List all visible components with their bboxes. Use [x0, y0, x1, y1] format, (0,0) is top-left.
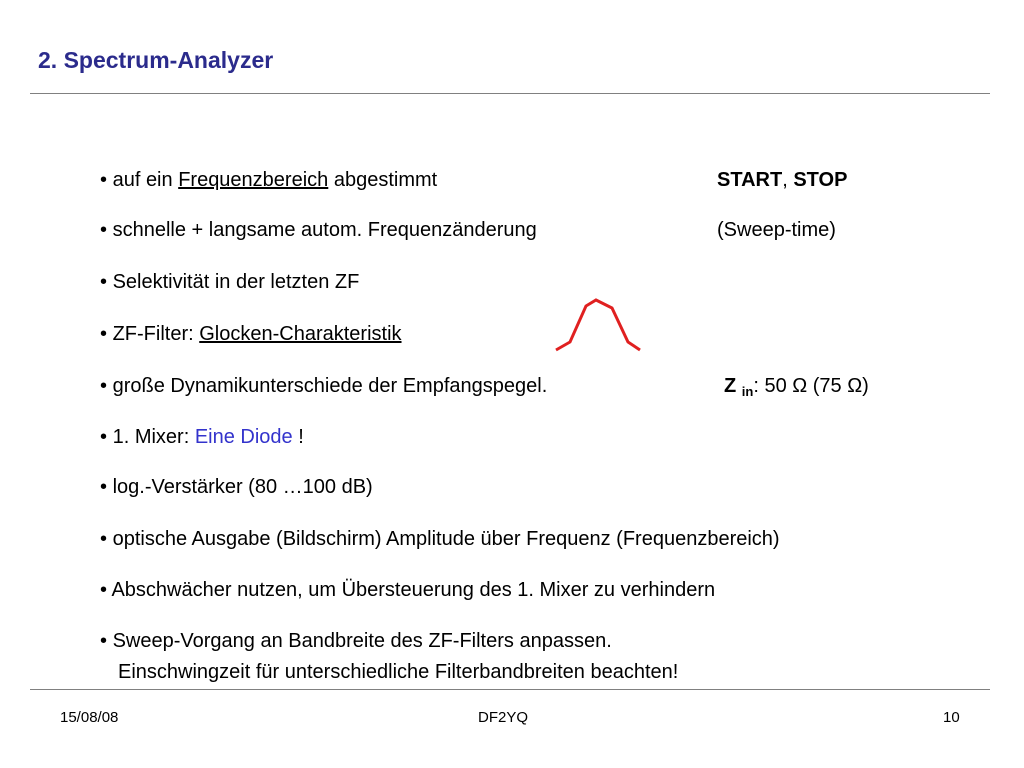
slide-title: 2. Spectrum-Analyzer	[38, 47, 274, 73]
bullet-frequenzbereich	[100, 168, 437, 192]
bullet-abschwaecher	[100, 578, 715, 602]
bullet-dynamik	[100, 374, 547, 398]
bullet-text: Selektivität in der letzten ZF	[112, 271, 360, 293]
header-divider	[30, 93, 990, 94]
start-label: START	[717, 169, 783, 191]
bullet-mixer	[100, 425, 304, 449]
sweep-time-note: (Sweep-time)	[717, 219, 836, 241]
bullet-zf-filter	[100, 322, 402, 346]
bullet-marker: •	[100, 528, 108, 550]
bullet-text: schnelle + langsame autom. Frequenzänderung	[112, 219, 537, 241]
bullet-text-pre: ZF-Filter:	[112, 323, 200, 345]
bullet-text: große Dynamikunterschiede der Empfangspegel.	[112, 375, 548, 397]
bullet-selektivitaet	[100, 270, 359, 294]
highlighted-term: Eine Diode	[194, 426, 293, 448]
impedance-subscript: in	[741, 384, 754, 399]
footer-date: 15/08/08	[60, 709, 119, 726]
bullet-text-post: abgestimmt	[328, 169, 438, 191]
bullet-log-verstaerker	[100, 475, 373, 499]
bullet-optische-ausgabe	[100, 527, 780, 551]
impedance-note	[724, 374, 869, 404]
bell-curve-icon	[552, 296, 646, 356]
bullet-text-pre: auf ein	[112, 169, 179, 191]
bullet-sweep-vorgang	[100, 629, 612, 653]
footer-author: DF2YQ	[478, 709, 529, 726]
bullet-marker: •	[100, 219, 108, 241]
bullet-marker: •	[100, 476, 108, 498]
bullet-text: Sweep-Vorgang an Bandbreite des ZF-Filters anpassen.	[112, 630, 612, 652]
impedance-symbol: Z	[724, 375, 737, 397]
footer-divider	[30, 689, 990, 690]
footer-page-number: 10	[943, 709, 960, 726]
stop-label: STOP	[793, 169, 848, 191]
separator: ,	[782, 169, 794, 191]
impedance-value: : 50 Ω (75 Ω)	[753, 375, 869, 397]
bullet-text-post: !	[292, 426, 304, 448]
bullet-text: Abschwächer nutzen, um Übersteuerung des 1. Mixer zu verhindern	[111, 579, 716, 601]
bullet-text-pre: 1. Mixer:	[112, 426, 195, 448]
bullet-marker: •	[100, 630, 108, 652]
bullet-marker: •	[100, 426, 108, 448]
bullet-marker: •	[100, 579, 108, 601]
bullet-frequenzaenderung	[100, 218, 537, 242]
bullet-sweep-vorgang-continued: Einschwingzeit für unterschiedliche Filterbandbreiten beachten!	[118, 661, 679, 683]
underlined-term: Frequenzbereich	[178, 169, 329, 191]
bullet-marker: •	[100, 271, 108, 293]
bullet-marker: •	[100, 169, 108, 191]
bullet-marker: •	[100, 375, 108, 397]
bullet-text: log.-Verstärker (80 …100 dB)	[112, 476, 373, 498]
start-stop-note	[717, 168, 847, 192]
underlined-term: Glocken-Charakteristik	[199, 323, 402, 345]
bullet-marker: •	[100, 323, 108, 345]
bullet-text: optische Ausgabe (Bildschirm) Amplitude über Frequenz (Frequenzbereich)	[112, 528, 780, 550]
